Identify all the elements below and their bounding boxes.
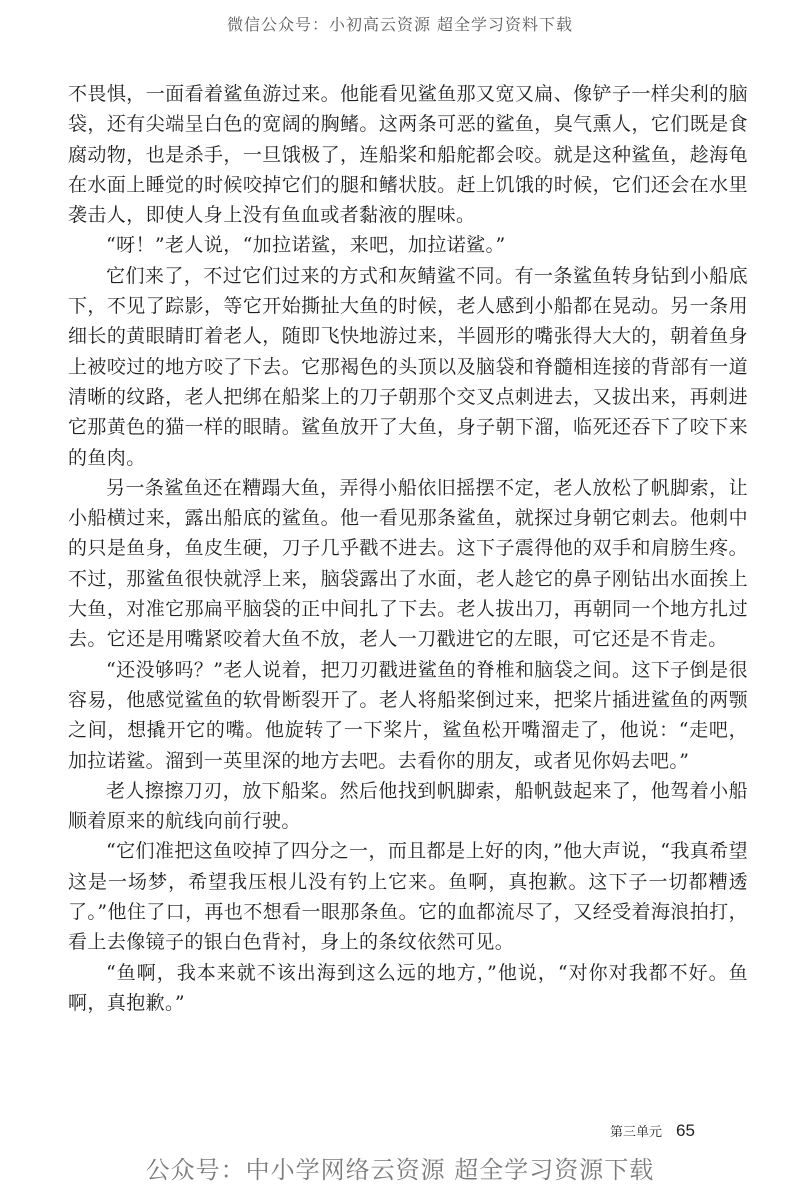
paragraph-1: 不畏惧，一面看着鲨鱼游过来。他能看见鲨鱼那又宽又扁、像铲子一样尖利的脑袋，还有尖端呈白色的宽阔的胸鳍。这两条可恶的鲨鱼，臭气熏人，它们既是食腐动物，也是杀手，一旦饿极了，连船桨和船舵都会咬。就是这种鲨鱼，趁海龟在水面上睡觉的时候咬掉它们的腿和鳍状肢。赶上饥饿的时候，它们还会在水里袭击人，即使人身上没有鱼血或者黏液的腥味。 <box>68 83 748 227</box>
article-body <box>68 79 748 1018</box>
paragraph-8: “鱼啊，我本来就不该出海到这么远的地方，”他说，“对你对我都不好。鱼啊，真抱歉。” <box>68 961 748 1014</box>
paragraph-6: 老人擦擦刀刃，放下船桨。然后他找到帆脚索，船帆鼓起来了，他驾着小船顺着原来的航线向前行驶。 <box>68 779 748 833</box>
page-footer <box>610 1121 695 1141</box>
page-number: 65 <box>676 1121 695 1140</box>
header-watermark: 微信公众号：小初高云资源 超全学习资料下载 <box>226 15 574 34</box>
paragraph-2: “呀！”老人说，“加拉诺鲨，来吧，加拉诺鲨。” <box>106 234 506 257</box>
paragraph-7: “它们准把这鱼咬掉了四分之一，而且都是上好的肉，”他大声说，“我真希望这是一场梦，希望我压根儿没有钓上它来。鱼啊，真抱歉。这下子一切都糟透了。”他住了口，再也不想看一眼那条鱼。它的血都流尽了，又经受着海浪拍打，看上去像镜子的银白色背衬，身上的条纹依然可见。 <box>68 840 748 954</box>
unit-label: 第三单元 <box>610 1125 663 1140</box>
paragraph-5: “还没够吗？”老人说着，把刀刃戳进鲨鱼的脊椎和脑袋之间。这下子倒是很容易，他感觉鲨鱼的软骨断裂开了。老人将船桨倒过来，把桨片插进鲨鱼的两颚之间，想撬开它的嘴。他旋转了一下桨片，鲨鱼松开嘴溜走了，他说：“走吧，加拉诺鲨。溜到一英里深的地方去吧。去看你的朋友，或者见你妈去吧。” <box>68 658 748 772</box>
footer-watermark: 公众号：中小学网络云资源 超全学习资源下载 <box>145 1156 655 1184</box>
paragraph-3: 它们来了，不过它们过来的方式和灰鲭鲨不同。有一条鲨鱼转身钻到小船底下，不见了踪影，等它开始撕扯大鱼的时候，老人感到小船都在晃动。另一条用细长的黄眼睛盯着老人，随即飞快地游过来，半圆形的嘴张得大大的，朝着鱼身上被咬过的地方咬了下去。它那褐色的头顶以及脑袋和脊髓相连接的背部有一道清晰的纹路，老人把绑在船桨上的刀子朝那个交叉点刺进去，又拔出来，再刺进它那黄色的猫一样的眼睛。鲨鱼放开了大鱼，身子朝下溜，临死还吞下了咬下来的鱼肉。 <box>68 264 748 469</box>
paragraph-4: 另一条鲨鱼还在糟蹋大鱼，弄得小船依旧摇摆不定，老人放松了帆脚索，让小船横过来，露出船底的鲨鱼。他一看见那条鲨鱼，就探过身朝它刺去。他刺中的只是鱼身，鱼皮生硬，刀子几乎戳不进去。这下子震得他的双手和肩膀生疼。不过，那鲨鱼很快就浮上来，脑袋露出了水面，老人趁它的鼻子刚钻出水面挨上大鱼，对准它那扁平脑袋的正中间扎了下去。老人拔出刀，再朝同一个地方扎过去。它还是用嘴紧咬着大鱼不放，老人一刀戳进它的左眼，可它还是不肯走。 <box>68 476 748 651</box>
